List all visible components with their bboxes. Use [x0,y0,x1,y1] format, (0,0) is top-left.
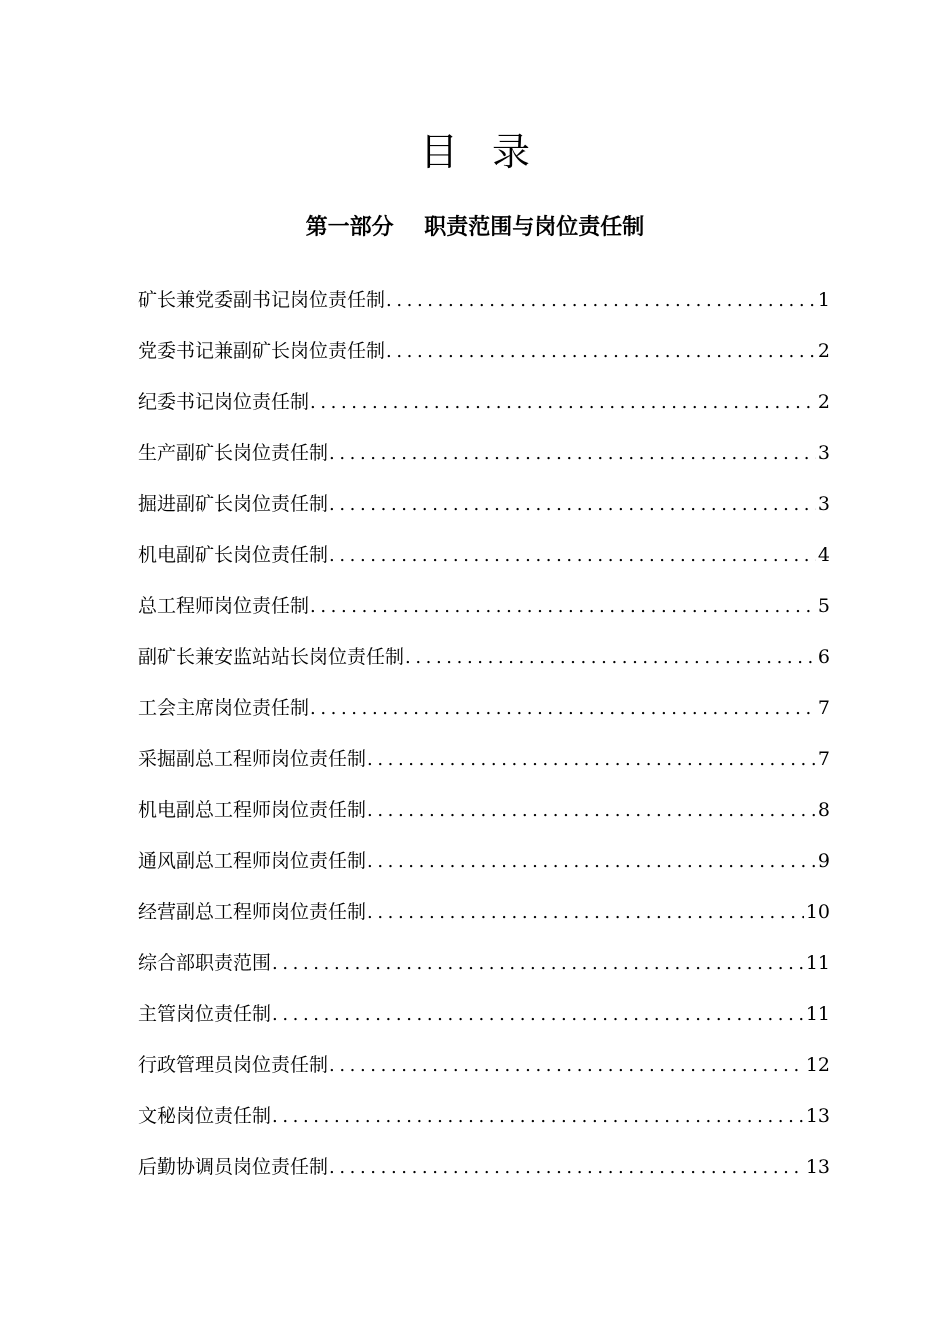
toc-entry-label: 后勤协调员岗位责任制 [138,1156,329,1178]
toc-entry-label: 通风副总工程师岗位责任制 [138,850,367,872]
toc-entry-page: 2 [817,340,830,362]
toc-entry-page: 10 [805,901,830,923]
toc-leader-dots [329,1150,804,1186]
toc-entry-label: 生产副矿长岗位责任制 [138,442,329,464]
toc-entry-label: 机电副总工程师岗位责任制 [138,799,367,821]
toc-entry[interactable] [138,996,830,1047]
toc-entry-page: 6 [817,646,830,668]
toc-leader-dots [272,1099,804,1135]
toc-entry[interactable] [138,894,830,945]
toc-entry-label: 行政管理员岗位责任制 [138,1054,329,1076]
toc-entry-page: 3 [817,493,830,515]
toc-entry-page: 7 [817,748,830,770]
toc-entry[interactable] [138,690,830,741]
toc-entry-page: 5 [817,595,830,617]
toc-leader-dots [386,334,816,370]
toc-entry[interactable] [138,792,830,843]
toc-entry-label: 纪委书记岗位责任制 [138,391,310,413]
toc-leader-dots [405,640,816,676]
toc-entry[interactable] [138,945,830,996]
toc-entry[interactable] [138,486,830,537]
toc-entry[interactable] [138,741,830,792]
toc-leader-dots [310,589,816,625]
toc-entry[interactable] [138,384,830,435]
toc-leader-dots [272,997,804,1033]
toc-entry-page: 9 [817,850,830,872]
toc-entry-page: 3 [817,442,830,464]
toc-entry-page: 13 [805,1105,830,1127]
toc-leader-dots [367,793,816,829]
page-title: 目录 [419,130,564,174]
toc-entry-page: 8 [817,799,830,821]
toc-leader-dots [310,691,816,727]
toc-entry-label: 主管岗位责任制 [138,1003,272,1025]
toc-entry-label: 掘进副矿长岗位责任制 [138,493,329,515]
toc-leader-dots [386,283,816,319]
toc-entry-label: 工会主席岗位责任制 [138,697,310,719]
toc-entry-page: 11 [805,952,830,974]
toc-entry-label: 机电副矿长岗位责任制 [138,544,329,566]
toc-entry-label: 经营副总工程师岗位责任制 [138,901,367,923]
toc-entry[interactable] [138,1098,830,1149]
toc-leader-dots [329,436,816,472]
toc-entry[interactable] [138,639,830,690]
toc-leader-dots [329,1048,804,1084]
toc-entry-page: 1 [817,289,830,311]
toc-entry-page: 11 [805,1003,830,1025]
toc-entry-page: 12 [805,1054,830,1076]
toc-entry-label: 矿长兼党委副书记岗位责任制 [138,289,386,311]
toc-leader-dots [329,538,816,574]
toc-entry-page: 4 [817,544,830,566]
toc-entry[interactable] [138,435,830,486]
toc-entry[interactable] [138,537,830,588]
toc-entry-page: 2 [817,391,830,413]
toc-leader-dots [367,844,816,880]
toc-entry[interactable] [138,588,830,639]
toc-entry-label: 副矿长兼安监站站长岗位责任制 [138,646,405,668]
toc-entry[interactable] [138,1047,830,1098]
toc-leader-dots [329,487,816,523]
toc-leader-dots [310,385,816,421]
toc-leader-dots [367,895,804,931]
toc-entry[interactable] [138,1149,830,1200]
toc-leader-dots [272,946,804,982]
toc-entry-label: 总工程师岗位责任制 [138,595,310,617]
toc-entry[interactable] [138,282,830,333]
toc-entry-label: 综合部职责范围 [138,952,272,974]
toc-leader-dots [367,742,816,778]
toc-entry-label: 党委书记兼副矿长岗位责任制 [138,340,386,362]
toc-entry-page: 7 [817,697,830,719]
toc-entry-page: 13 [805,1156,830,1178]
part-heading: 第一部分 职责范围与岗位责任制 [305,215,645,240]
toc-entry-label: 采掘副总工程师岗位责任制 [138,748,367,770]
toc-entry[interactable] [138,333,830,384]
toc-entry[interactable] [138,843,830,894]
toc-entry-label: 文秘岗位责任制 [138,1105,272,1127]
table-of-contents [138,282,830,1200]
